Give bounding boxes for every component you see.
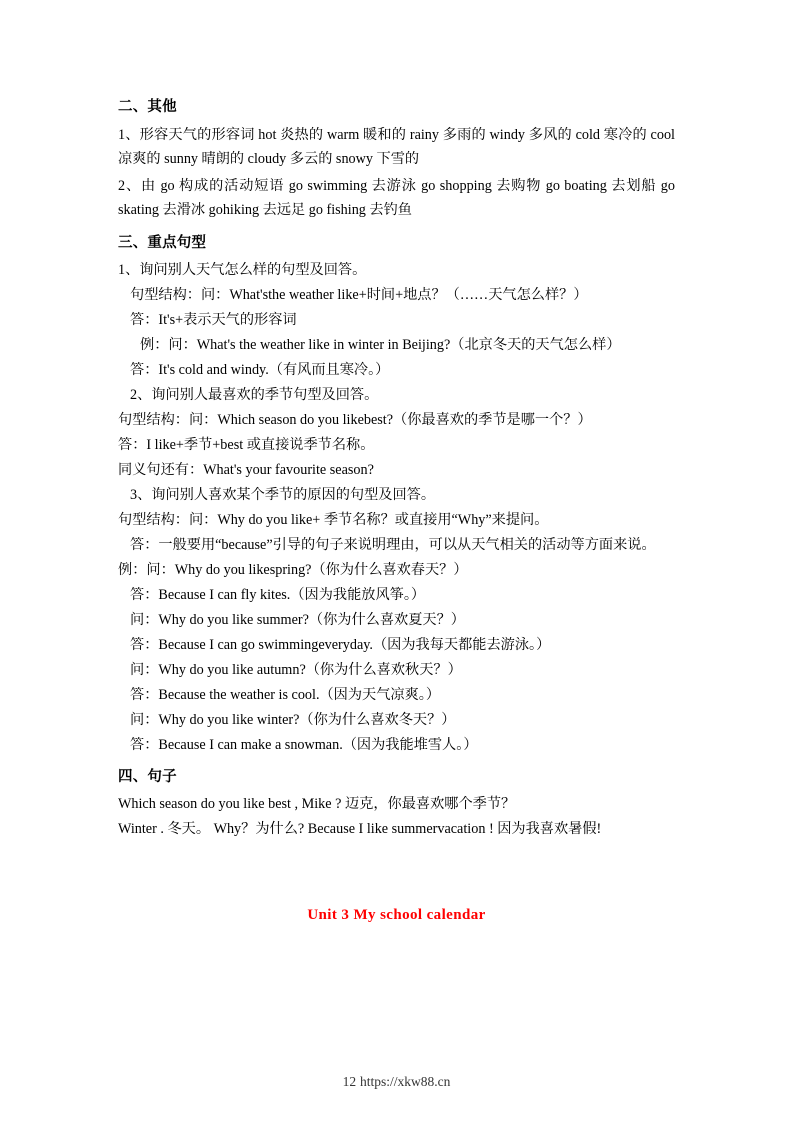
unit-title: Unit 3 My school calendar <box>307 906 486 923</box>
paragraph: 问：Why do you like winter?（你为什么喜欢冬天？） <box>130 711 456 728</box>
section-heading: 二、其他 <box>118 99 177 115</box>
paragraph: 问：Why do you like autumn?（你为什么喜欢秋天？） <box>130 661 462 678</box>
paragraph: 句型结构：问：Why do you like+ 季节名称？或直接用“Why”来提问。 <box>118 511 549 528</box>
paragraph: 答：It's cold and windy.（有风而且寒冷。） <box>130 361 390 378</box>
paragraph: 2、询问别人最喜欢的季节句型及回答。 <box>130 386 379 403</box>
paragraph: 句型结构：问：What'sthe weather like+时间+地点？（……天气怎么样？） <box>130 286 588 303</box>
footer-site: https://xkw88.cn <box>360 1074 451 1089</box>
paragraph: 问：Why do you like summer?（你为什么喜欢夏天？） <box>130 611 465 628</box>
paragraph: 3、询问别人喜欢某个季节的原因的句型及回答。 <box>130 486 436 503</box>
footer-page-number: 12 <box>342 1074 357 1089</box>
section-sentences <box>118 765 675 841</box>
paragraph: 答：一般要用“because”引导的句子来说明理由，可以从天气相关的活动等方面来说。 <box>130 536 656 553</box>
section-heading: 四、句子 <box>118 768 177 785</box>
page-footer <box>0 1074 793 1090</box>
paragraph: 例：问：What's the weather like in winter in Beijing?（北京冬天的天气怎么样） <box>140 336 621 353</box>
paragraph: 答：I like+季节+best 或直接说季节名称。 <box>118 436 375 453</box>
paragraph: 答：Because the weather is cool.（因为天气凉爽。） <box>130 686 441 703</box>
paragraph: 1、形容天气的形容词 hot 炎热的 warm 暖和的 rainy 多雨的 windy 多风的 cold 寒冷的 cool 凉爽的 sunny 晴朗的 cloudy 多云的 snowy 下雪的 <box>118 127 675 168</box>
paragraph: 答：It's+表示天气的形容词 <box>130 311 297 328</box>
paragraph: 答：Because I can fly kites.（因为我能放风筝。） <box>130 586 426 603</box>
section-other <box>118 95 675 223</box>
section-key-sentence-patterns <box>118 231 675 757</box>
paragraph: 2、由 go 构成的活动短语 go swimming 去游泳 go shopping 去购物 go boating 去划船 go skating 去滑冰 gohiking 去远足 go fishing 去钓鱼 <box>118 177 675 219</box>
paragraph: 答：Because I can make a snowman.（因为我能堆雪人。） <box>130 736 478 753</box>
paragraph: 答：Because I can go swimmingeveryday.（因为我每天都能去游泳。） <box>130 636 551 653</box>
paragraph: 同义句还有：What's your favourite season? <box>118 461 374 478</box>
paragraph: 1、询问别人天气怎么样的句型及回答。 <box>118 261 367 278</box>
paragraph: Which season do you like best , Mike ? 迈克，你最喜欢哪个季节？ <box>118 795 516 812</box>
paragraph: 句型结构：问：Which season do you likebest?（你最喜欢的季节是哪一个？） <box>118 411 592 428</box>
paragraph: Winter . 冬天。 Why？为什么? Because I like summervacation ! 因为我喜欢暑假! <box>118 820 602 837</box>
paragraph: 例：问：Why do you likespring?（你为什么喜欢春天？） <box>118 561 468 578</box>
section-heading: 三、重点句型 <box>118 234 207 251</box>
